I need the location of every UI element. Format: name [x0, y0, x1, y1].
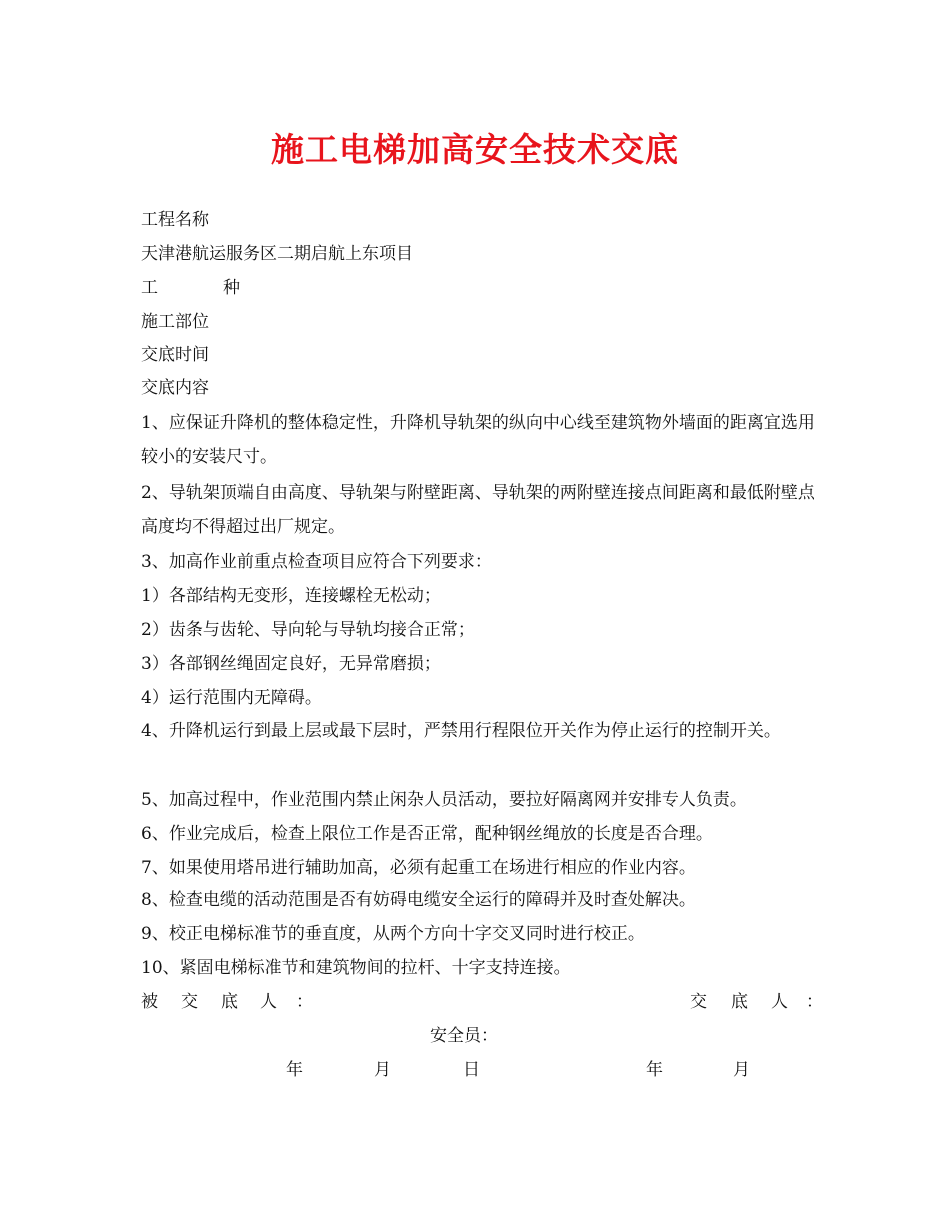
item-4: 4、升降机运行到最上层或最下层时，严禁用行程限位开关作为停止运行的控制开关。: [141, 721, 781, 741]
date-label: 交底时间: [141, 345, 209, 365]
safety-officer-label: 安全员：: [430, 1026, 498, 1046]
sub-item-2: 2）齿条与齿轮、导向轮与导轨均接合正常；: [141, 620, 475, 640]
item-5: 5、加高过程中，作业范围内禁止闲杂人员活动，要拉好隔离网并安排专人负责。: [141, 790, 747, 810]
work-type-char: 工: [141, 278, 158, 298]
date-month: 月: [374, 1060, 391, 1080]
item-10: 10、紧固电梯标准节和建筑物间的拉杆、十字支持连接。: [141, 958, 571, 978]
sub-item-1: 1）各部结构无变形，连接螺栓无松动；: [141, 586, 441, 606]
date-month: 月: [733, 1060, 750, 1080]
project-name-value: 天津港航运服务区二期启航上东项目: [141, 244, 413, 264]
giver-char: 人: [771, 992, 788, 1012]
giver-char: 底: [731, 992, 748, 1012]
giver-char: ：: [806, 992, 823, 1012]
work-type-label: [141, 276, 240, 300]
receiver-char: ：: [296, 992, 313, 1012]
item-2: 2、导轨架顶端自由高度、导轨架与附壁距离、导轨架的两附壁连接点间距离和最低附壁点高度均不得超过出厂规定。: [141, 483, 815, 537]
date-year: 年: [646, 1060, 663, 1080]
document-title: 施工电梯加高安全技术交底: [271, 130, 679, 169]
date-year: 年: [286, 1060, 303, 1080]
receiver-char: 被: [141, 992, 158, 1012]
project-name-label: 工程名称: [141, 210, 209, 230]
giver-char: 交: [690, 992, 707, 1012]
receiver-char: 人: [260, 992, 277, 1012]
sub-item-4: 4）运行范围内无障碍。: [141, 688, 322, 708]
item-9: 9、校正电梯标准节的垂直度，从两个方向十字交叉同时进行校正。: [141, 924, 645, 944]
location-label: 施工部位: [141, 312, 209, 332]
item-7: 7、如果使用塔吊进行辅助加高，必须有起重工在场进行相应的作业内容。: [141, 858, 696, 878]
date-day: 日: [463, 1060, 480, 1080]
work-type-char: 种: [223, 278, 240, 298]
item-1: 1、应保证升降机的整体稳定性，升降机导轨架的纵向中心线至建筑物外墙面的距离宜选用较小的安装尺寸。: [141, 413, 815, 467]
item-6: 6、作业完成后，检查上限位工作是否正常，配种钢丝绳放的长度是否合理。: [141, 824, 713, 844]
content-label: 交底内容: [141, 378, 209, 398]
receiver-char: 交: [181, 992, 198, 1012]
sub-item-3: 3）各部钢丝绳固定良好，无异常磨损；: [141, 654, 441, 674]
item-8: 8、检查电缆的活动范围是否有妨碍电缆安全运行的障碍并及时查处解决。: [141, 890, 696, 910]
item-3: 3、加高作业前重点检查项目应符合下列要求：: [141, 552, 492, 572]
receiver-char: 底: [221, 992, 238, 1012]
